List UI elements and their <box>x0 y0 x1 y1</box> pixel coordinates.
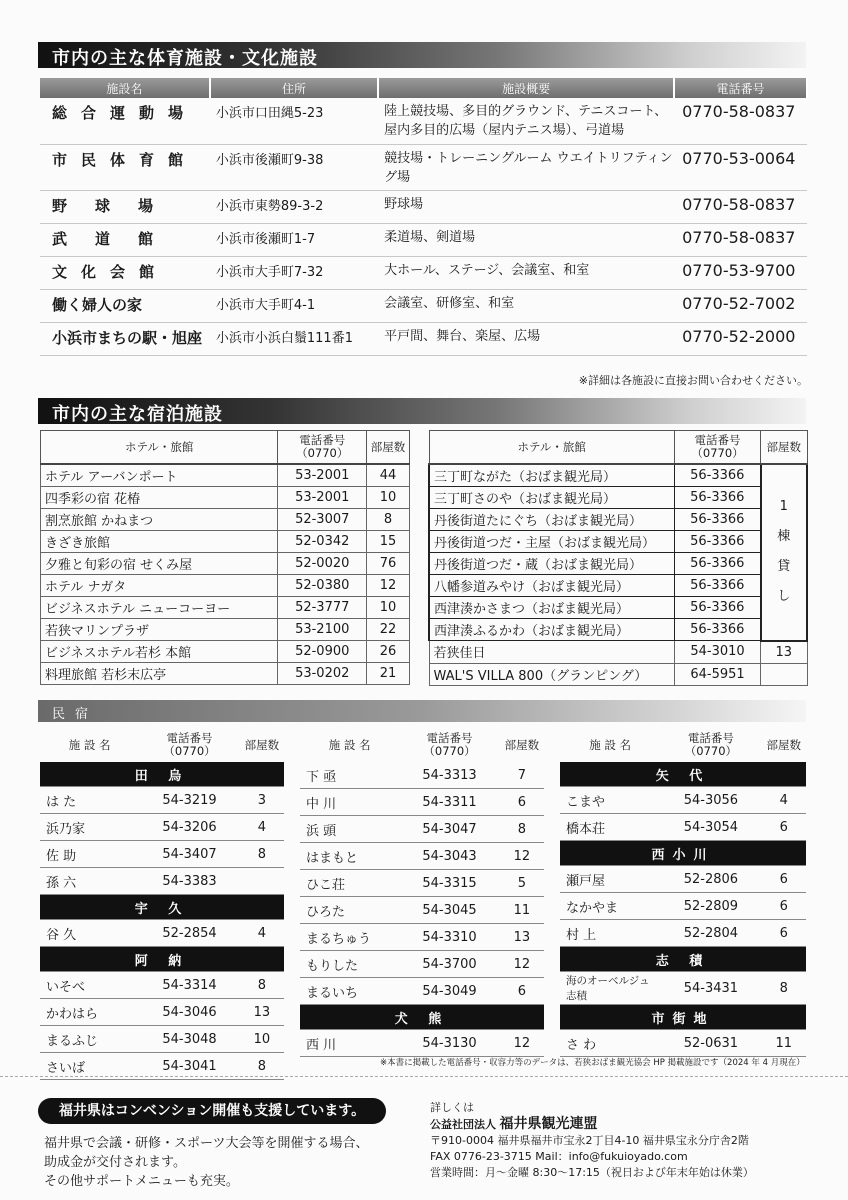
facility-address: 小浜市大手町7-32 <box>210 256 378 289</box>
minshuku-name: 中 川 <box>300 789 399 816</box>
hotel-name: ホテル ナガタ <box>41 575 278 597</box>
hotel-col-rooms: 部屋数 <box>367 431 410 465</box>
tel-label: 電話番号 <box>299 433 346 447</box>
minshuku-row <box>300 1030 544 1057</box>
facility-summary: 競技場・トレーニングルーム ウエイトリフティング場 <box>378 144 674 190</box>
minshuku-tel: 54-3047 <box>399 816 500 843</box>
facility-row <box>40 322 807 355</box>
minshuku-row <box>40 868 284 895</box>
ms1-tel-area: （0770） <box>163 744 216 758</box>
hotel-tel: 52-3007 <box>278 509 367 531</box>
org-prefix: 公益社団法人 <box>430 1118 496 1131</box>
area-header-row <box>40 762 284 787</box>
minshuku-rooms: 8 <box>240 841 284 868</box>
hotel-row <box>429 663 807 685</box>
minshuku-name: 瀬戸屋 <box>560 866 660 893</box>
hotel-col-tel-r <box>674 431 760 465</box>
hotel-tel: 53-0202 <box>278 663 367 685</box>
area-header-row <box>560 1005 806 1030</box>
rental-tel: 56-3366 <box>674 553 760 575</box>
rental-row <box>429 531 807 553</box>
area-header: 阿 納 <box>40 947 284 972</box>
minshuku-tel: 54-3314 <box>139 972 240 999</box>
rental-name: 三丁町さのや（おばま観光局） <box>429 487 674 509</box>
minshuku-row <box>560 972 806 1005</box>
facility-name: 文化会館 <box>40 256 210 289</box>
hotel-tel: 52-3777 <box>278 597 367 619</box>
minshuku-name: 佐 助 <box>40 841 139 868</box>
area-header: 宇 久 <box>40 895 284 920</box>
minshuku-rooms: 12 <box>500 1030 544 1057</box>
hotel-col-tel <box>278 431 367 465</box>
facility-tel: 0770-58-0837 <box>674 190 807 223</box>
facility-address: 小浜市後瀬町9-38 <box>210 144 378 190</box>
hotel-name: WAL'S VILLA 800（グランピング） <box>429 663 674 685</box>
minshuku-row <box>40 1026 284 1053</box>
facility-name: 総合運動場 <box>40 98 210 144</box>
hotel-name: 四季彩の宿 花椿 <box>41 487 278 509</box>
minshuku-row <box>40 841 284 868</box>
minshuku-tel: 54-3315 <box>399 870 500 897</box>
minshuku-tel: 54-3310 <box>399 924 500 951</box>
minshuku-footnote: ※本書に掲載した電話番号・収容力等のデータは、若狭おばま観光協会 HP 掲載施設です（2024 年 4 月現在） <box>380 1058 805 1068</box>
facility-row <box>40 289 807 322</box>
facility-summary: 柔道場、剣道場 <box>378 223 674 256</box>
hotel-rooms: 12 <box>367 575 410 597</box>
hotel-name: 割烹旅館 かねまつ <box>41 509 278 531</box>
ms1-col-name: 施 設 名 <box>68 737 111 752</box>
facility-address: 小浜市小浜白鬚111番1 <box>210 322 378 355</box>
hotel-tel: 52-0020 <box>278 553 367 575</box>
hotel-row <box>41 487 410 509</box>
area-header: 西小川 <box>560 841 806 866</box>
hotel-table-left <box>40 430 410 685</box>
minshuku-tel: 54-3431 <box>660 972 761 1005</box>
rental-tel: 56-3366 <box>674 619 760 641</box>
minshuku-rooms: 12 <box>500 951 544 978</box>
detail-label: 詳しくは <box>430 1101 474 1114</box>
org-address: 〒910-0004 福井県福井市宝永2丁目4-10 福井県宝永分庁舎2階 <box>430 1134 749 1147</box>
minshuku-name: まるいち <box>300 978 399 1005</box>
minshuku-tel: 52-2804 <box>660 920 761 947</box>
minshuku-row <box>560 814 806 841</box>
minshuku-rooms: 6 <box>762 814 806 841</box>
culture-section-title: 市内の主な体育施設・文化施設 <box>52 48 318 69</box>
footer-left-text <box>44 1134 368 1191</box>
hotel-name: きざき旅館 <box>41 531 278 553</box>
minshuku-table-2 <box>300 728 544 1057</box>
hotel-rooms: 10 <box>367 487 410 509</box>
minshuku-tel: 54-3383 <box>139 868 240 895</box>
footer-left-line: 助成金が交付されます。 <box>44 1155 186 1170</box>
area-header: 犬 熊 <box>300 1005 544 1030</box>
col-header-summary: 施設概要 <box>378 78 674 98</box>
minshuku-table-3 <box>560 728 806 1057</box>
minshuku-rooms: 6 <box>762 866 806 893</box>
minshuku-name: ひろた <box>300 897 399 924</box>
minshuku-rooms: 8 <box>240 972 284 999</box>
hotel-tel: 52-0342 <box>278 531 367 553</box>
footer-left-line: 福井県で会議・研修・スポーツ大会等を開催する場合、 <box>44 1136 369 1151</box>
area-header-row <box>560 762 806 787</box>
col-header-tel: 電話番号 <box>674 78 807 98</box>
footer-contact <box>430 1100 754 1181</box>
hotel-rooms: 26 <box>367 641 410 663</box>
rental-tel: 56-3366 <box>674 509 760 531</box>
tel-area-r: （0770） <box>691 446 744 460</box>
hotel-rooms: 15 <box>367 531 410 553</box>
minshuku-row <box>300 924 544 951</box>
hotel-tel: 64-5951 <box>674 663 760 685</box>
area-header-row <box>40 947 284 972</box>
hotel-row <box>41 531 410 553</box>
minshuku-tel: 54-3407 <box>139 841 240 868</box>
rental-row <box>429 619 807 641</box>
hotel-row <box>429 641 807 664</box>
ms3-tel-area: （0770） <box>684 744 738 758</box>
minshuku-tel: 52-2854 <box>139 920 240 947</box>
facility-tel: 0770-52-2000 <box>674 322 807 355</box>
hotel-name: 若狭マリンプラザ <box>41 619 278 641</box>
lodging-section-title: 市内の主な宿泊施設 <box>52 404 223 425</box>
facility-row <box>40 98 807 144</box>
area-header: 市街地 <box>560 1005 806 1030</box>
rental-rooms-merged <box>761 464 807 641</box>
rental-row <box>429 597 807 619</box>
hotel-rooms: 10 <box>367 597 410 619</box>
rental-tel: 56-3366 <box>674 575 760 597</box>
minshuku-name: なかやま <box>560 893 660 920</box>
minshuku-tel: 54-3041 <box>139 1053 240 1080</box>
minshuku-tel: 54-3056 <box>660 787 761 814</box>
org-hours: 営業時間：月～金曜 8:30～17:15（祝日および年末年始は休業） <box>430 1166 754 1179</box>
footer-divider <box>0 1076 848 1077</box>
minshuku-name: 海のオーベルジュ志積 <box>560 972 660 1005</box>
facility-row <box>40 223 807 256</box>
minshuku-row <box>40 972 284 999</box>
minshuku-tel: 54-3206 <box>139 814 240 841</box>
hotel-row <box>41 597 410 619</box>
rental-name: 丹後街道たにぐち（おばま観光局） <box>429 509 674 531</box>
culture-facilities-table <box>40 78 808 356</box>
hotel-tel: 54-3010 <box>674 641 760 664</box>
minshuku-row <box>560 920 806 947</box>
hotel-row <box>41 619 410 641</box>
minshuku-tel: 54-3130 <box>399 1030 500 1057</box>
facility-address: 小浜市東勢89-3-2 <box>210 190 378 223</box>
minshuku-tel: 52-2806 <box>660 866 761 893</box>
hotel-rooms: 13 <box>761 641 807 664</box>
hotel-row <box>41 641 410 663</box>
hotel-name: 若狭佳日 <box>429 641 674 664</box>
minshuku-name: まるふじ <box>40 1026 139 1053</box>
minshuku-tel: 54-3700 <box>399 951 500 978</box>
facility-name: 野球場 <box>40 190 210 223</box>
hotel-table-right <box>428 430 808 686</box>
ms1-tel-label: 電話番号 <box>166 731 213 745</box>
facility-row <box>40 190 807 223</box>
minshuku-tel: 54-3043 <box>399 843 500 870</box>
minshuku-row <box>560 1030 806 1057</box>
facility-summary: 平戸間、舞台、楽屋、広場 <box>378 322 674 355</box>
hotel-name: ホテル アーバンポート <box>41 464 278 487</box>
rental-rooms-char: 貸 <box>777 559 791 575</box>
rental-name: 丹後街道つだ・主屋（おばま観光局） <box>429 531 674 553</box>
ms2-col-rooms: 部屋数 <box>504 737 540 752</box>
minshuku-name: はまもと <box>300 843 399 870</box>
hotel-col-name: ホテル・旅館 <box>41 431 278 465</box>
culture-section-banner <box>38 42 806 68</box>
minshuku-tel: 54-3046 <box>139 999 240 1026</box>
facility-summary: 陸上競技場、多目的グラウンド、テニスコート、屋内多目的広場（屋内テニス場）、弓道場 <box>378 98 674 144</box>
minshuku-tel: 52-0631 <box>660 1030 761 1057</box>
hotel-row <box>41 464 410 487</box>
facility-address: 小浜市口田縄5-23 <box>210 98 378 144</box>
hotel-name: 料理旅館 若杉末広亭 <box>41 663 278 685</box>
minshuku-name: いそべ <box>40 972 139 999</box>
minshuku-rooms: 6 <box>762 893 806 920</box>
minshuku-rooms: 4 <box>240 920 284 947</box>
minshuku-name: 浜乃家 <box>40 814 139 841</box>
rental-tel: 56-3366 <box>674 464 760 487</box>
minshuku-tel: 54-3311 <box>399 789 500 816</box>
hotel-name: ビジネスホテル若杉 本館 <box>41 641 278 663</box>
minshuku-rooms: 13 <box>240 999 284 1026</box>
minshuku-name: 西 川 <box>300 1030 399 1057</box>
hotel-rooms: 21 <box>367 663 410 685</box>
rental-rooms-char: し <box>777 589 791 605</box>
minshuku-banner <box>38 700 806 722</box>
col-header-name: 施設名 <box>40 78 210 98</box>
minshuku-row <box>560 866 806 893</box>
rental-name: 西津湊ふるかわ（おばま観光局） <box>429 619 674 641</box>
hotel-row <box>41 553 410 575</box>
facility-tel: 0770-58-0837 <box>674 98 807 144</box>
minshuku-row <box>300 870 544 897</box>
rental-rooms-char: 棟 <box>777 529 791 545</box>
ms1-col-tel <box>139 728 240 762</box>
hotel-rooms: 44 <box>367 464 410 487</box>
footer-left-line: その他サポートメニューも充実。 <box>44 1174 239 1189</box>
hotel-tel: 52-0900 <box>278 641 367 663</box>
minshuku-row <box>40 814 284 841</box>
lodging-section-banner <box>38 398 806 424</box>
hotel-tel: 53-2100 <box>278 619 367 641</box>
facility-address: 小浜市後瀬町1-7 <box>210 223 378 256</box>
convention-pill: 福井県はコンベンション開催も支援しています。 <box>38 1098 386 1124</box>
area-header-row <box>300 1005 544 1030</box>
minshuku-rooms: 6 <box>500 978 544 1005</box>
hotel-tel: 53-2001 <box>278 487 367 509</box>
facility-name: 市民体育館 <box>40 144 210 190</box>
minshuku-rooms: 10 <box>240 1026 284 1053</box>
tel-label-r: 電話番号 <box>694 433 741 447</box>
org-contact: FAX 0776-23-3715 Mail：info@fukuioyado.com <box>430 1150 688 1163</box>
area-header-row <box>560 841 806 866</box>
minshuku-title: 民宿 <box>52 707 99 722</box>
hotel-rooms: 22 <box>367 619 410 641</box>
minshuku-rooms: 11 <box>500 897 544 924</box>
ms2-tel-label: 電話番号 <box>426 731 473 745</box>
facility-tel: 0770-52-7002 <box>674 289 807 322</box>
minshuku-row <box>40 999 284 1026</box>
area-header: 田 烏 <box>40 762 284 787</box>
facility-summary: 大ホール、ステージ、会議室、和室 <box>378 256 674 289</box>
tel-area: （0770） <box>296 446 349 460</box>
minshuku-tel: 54-3219 <box>139 787 240 814</box>
minshuku-name: 谷 久 <box>40 920 139 947</box>
ms2-col-tel <box>399 728 500 762</box>
minshuku-name: 孫 六 <box>40 868 139 895</box>
culture-note: ※詳細は各施設に直接お問い合わせください。 <box>578 374 808 387</box>
minshuku-name: まるちゅう <box>300 924 399 951</box>
minshuku-rooms: 11 <box>762 1030 806 1057</box>
rental-name: 西津湊かさまつ（おばま観光局） <box>429 597 674 619</box>
hotel-col-rooms-r: 部屋数 <box>761 431 807 465</box>
minshuku-rooms: 8 <box>240 1053 284 1080</box>
hotel-rooms: 76 <box>367 553 410 575</box>
rental-rooms-char: 1 <box>779 499 788 515</box>
minshuku-name: かわはら <box>40 999 139 1026</box>
facility-row <box>40 256 807 289</box>
hotel-tel: 52-0380 <box>278 575 367 597</box>
minshuku-row <box>560 787 806 814</box>
minshuku-name: 下 亟 <box>300 762 399 789</box>
hotel-name: 夕雅と旬彩の宿 せくみ屋 <box>41 553 278 575</box>
minshuku-row <box>300 789 544 816</box>
minshuku-table-1 <box>40 728 284 1080</box>
facility-summary: 会議室、研修室、和室 <box>378 289 674 322</box>
rental-tel: 56-3366 <box>674 597 760 619</box>
minshuku-tel: 54-3048 <box>139 1026 240 1053</box>
rental-tel: 56-3366 <box>674 531 760 553</box>
minshuku-name: さいば <box>40 1053 139 1080</box>
hotel-row <box>41 509 410 531</box>
minshuku-rooms: 4 <box>762 787 806 814</box>
minshuku-name: 浜 頭 <box>300 816 399 843</box>
org-name: 福井県観光連盟 <box>499 1116 598 1132</box>
minshuku-row <box>40 787 284 814</box>
col-header-address: 住所 <box>210 78 378 98</box>
hotel-col-name-r: ホテル・旅館 <box>429 431 674 465</box>
ms2-tel-area: （0770） <box>423 744 476 758</box>
minshuku-row <box>300 843 544 870</box>
minshuku-rooms <box>240 868 284 895</box>
minshuku-rooms: 7 <box>500 762 544 789</box>
minshuku-name: ひこ荘 <box>300 870 399 897</box>
area-header-row <box>40 895 284 920</box>
area-header-row <box>560 947 806 972</box>
rental-row <box>429 553 807 575</box>
minshuku-row <box>300 762 544 789</box>
minshuku-name: は た <box>40 787 139 814</box>
minshuku-tel: 54-3313 <box>399 762 500 789</box>
ms3-col-tel <box>660 728 761 762</box>
facility-name: 小浜市まちの駅・旭座 <box>40 322 210 355</box>
rental-name: 八幡参道みやけ（おばま観光局） <box>429 575 674 597</box>
ms3-col-rooms: 部屋数 <box>766 737 801 752</box>
area-header: 志 積 <box>560 947 806 972</box>
minshuku-name: 村 上 <box>560 920 660 947</box>
facility-name: 働く婦人の家 <box>40 289 210 322</box>
rental-row <box>429 575 807 597</box>
area-header: 矢 代 <box>560 762 806 787</box>
minshuku-name: こまや <box>560 787 660 814</box>
minshuku-row <box>560 893 806 920</box>
minshuku-rooms: 8 <box>500 816 544 843</box>
minshuku-name: 橋本荘 <box>560 814 660 841</box>
minshuku-rooms: 6 <box>762 920 806 947</box>
rental-row <box>429 464 807 487</box>
hotel-row <box>41 663 410 685</box>
minshuku-rooms: 6 <box>500 789 544 816</box>
facility-summary: 野球場 <box>378 190 674 223</box>
minshuku-rooms: 12 <box>500 843 544 870</box>
minshuku-rooms: 4 <box>240 814 284 841</box>
minshuku-rooms: 13 <box>500 924 544 951</box>
minshuku-row <box>300 897 544 924</box>
hotel-row <box>41 575 410 597</box>
facility-tel: 0770-53-9700 <box>674 256 807 289</box>
minshuku-tel: 54-3045 <box>399 897 500 924</box>
facility-tel: 0770-58-0837 <box>674 223 807 256</box>
minshuku-rooms: 3 <box>240 787 284 814</box>
facility-tel: 0770-53-0064 <box>674 144 807 190</box>
minshuku-tel: 54-3049 <box>399 978 500 1005</box>
hotel-rooms: 8 <box>367 509 410 531</box>
ms3-tel-label: 電話番号 <box>687 731 734 745</box>
minshuku-name: さ わ <box>560 1030 660 1057</box>
minshuku-row <box>300 816 544 843</box>
hotel-tel: 53-2001 <box>278 464 367 487</box>
facility-address: 小浜市大手町4-1 <box>210 289 378 322</box>
minshuku-rooms: 8 <box>762 972 806 1005</box>
ms1-col-rooms: 部屋数 <box>244 737 280 752</box>
minshuku-name: もりした <box>300 951 399 978</box>
hotel-rooms <box>761 663 807 685</box>
hotel-name: ビジネスホテル ニューコーヨー <box>41 597 278 619</box>
minshuku-row <box>300 951 544 978</box>
minshuku-tel: 52-2809 <box>660 893 761 920</box>
rental-name: 丹後街道つだ・蔵（おばま観光局） <box>429 553 674 575</box>
facility-row <box>40 144 807 190</box>
rental-tel: 56-3366 <box>674 487 760 509</box>
ms3-col-name: 施 設 名 <box>589 737 632 752</box>
rental-name: 三丁町ながた（おばま観光局） <box>429 464 674 487</box>
facility-name: 武道館 <box>40 223 210 256</box>
rental-row <box>429 509 807 531</box>
minshuku-rooms: 5 <box>500 870 544 897</box>
minshuku-row <box>40 920 284 947</box>
minshuku-tel: 54-3054 <box>660 814 761 841</box>
rental-row <box>429 487 807 509</box>
minshuku-row <box>300 978 544 1005</box>
ms2-col-name: 施 設 名 <box>328 737 371 752</box>
